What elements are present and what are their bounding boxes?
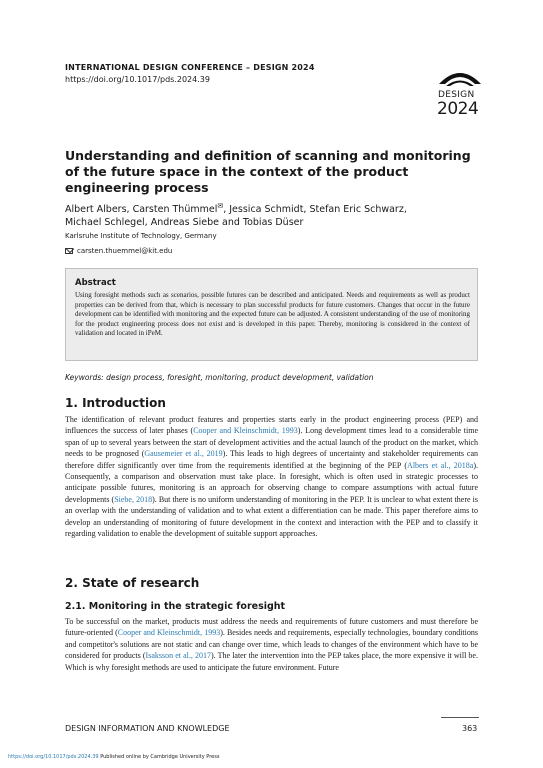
keywords: Keywords: design process, foresight, monitoring, product development, validation	[65, 373, 374, 382]
text-run: The identification of relevant product features and properties starts early in the product engineering process (PEP) and influences the success of later phases (	[65, 415, 478, 436]
text-run: ). But there is no uniform understanding of monitoring in the PEP. It is unclear to what extent there is an overlap with the understanding of validation and to what extent a differentiation can be made. This paper therefore aims to develop an understanding of monitoring of future development in the context and interaction with the PEP and to classify it regarding validation to enable the development of suitable support approaches.	[65, 494, 478, 539]
text-run: ). This leads to high degrees of uncertainty and stakeholder requirements can therefore differ significantly over time from the requirements identified at the beginning of the PEP (	[65, 449, 478, 470]
footer-journal: DESIGN INFORMATION AND KNOWLEDGE	[65, 724, 230, 733]
conference-name: INTERNATIONAL DESIGN CONFERENCE – DESIGN 2024	[65, 63, 315, 72]
page-number: 363	[462, 724, 478, 733]
logo-year: 2024	[437, 99, 479, 119]
publication-note	[8, 754, 219, 760]
citation-link[interactable]: Cooper and Kleinschmidt, 1993	[193, 426, 298, 436]
doi-link[interactable]: https://doi.org/10.1017/pds.2024.39	[65, 75, 210, 84]
authors-line-1: Albert Albers, Carsten Thümmel	[65, 204, 218, 216]
text-run: ). Long development times lead to a considerable time span of up to several years between the start of development activities and the actual launch of the product on the market, which needs to be prognosed (	[65, 426, 478, 459]
authors-line-1-rest: , Jessica Schmidt, Stefan Eric Schwarz,	[223, 204, 407, 216]
published-text: Published online by Cambridge University Press	[98, 754, 220, 760]
email-address[interactable]: carsten.thuemmel@kit.edu	[77, 247, 173, 255]
email-line	[65, 247, 172, 255]
citation-link[interactable]: Albers et al., 2018a	[407, 460, 474, 470]
section-heading-state-of-research: 2. State of research	[65, 576, 200, 590]
text-run: To be successful on the market, products must address the needs and requirements of future customers and must therefore be future-oriented (	[65, 617, 478, 638]
state-of-research-paragraph	[65, 616, 478, 673]
footer-rule	[441, 717, 479, 718]
design-logo-arc-icon	[437, 64, 483, 88]
text-run: ). Consequently, a comparison and observation must take place. In foresight, which is often used in strategic processes to anticipate possible futures, monitoring is an approach for observing change to compare assumptions with actual future developments (	[65, 460, 478, 504]
author-list	[65, 200, 465, 229]
logo-word: DESIGN	[438, 90, 475, 100]
introduction-paragraph	[65, 414, 478, 539]
authors-line-2: Michael Schlegel, Andreas Siebe and Tobias Düser	[65, 217, 304, 229]
abstract-heading: Abstract	[75, 278, 116, 288]
envelope-icon	[65, 248, 73, 254]
paper-title: Understanding and definition of scanning and monitoring of the future space in the context of the product engineering process	[65, 148, 471, 195]
subsection-heading-monitoring: 2.1. Monitoring in the strategic foresight	[65, 601, 286, 612]
text-run: ). Besides needs and requirements, especially technologies, boundary conditions and competitor's solutions are not static and can change over time, which leads to changes of the environment which have to be considered for products (	[65, 628, 478, 661]
affiliation: Karlsruhe Institute of Technology, Germany	[65, 232, 217, 240]
citation-link[interactable]: Siebe, 2018	[114, 494, 153, 504]
citation-link[interactable]: Cooper and Kleinschmidt, 1993	[117, 628, 221, 638]
citation-link[interactable]: Gausemeier et al., 2019	[144, 449, 223, 459]
section-heading-introduction: 1. Introduction	[65, 396, 166, 410]
corresponding-author-envelope-icon: ✉	[217, 202, 224, 210]
abstract-text: Using foresight methods such as scenarios, possible futures can be described and anticipated. Needs and requirements as well as product properties can be derived from that, which is necessary to plan successful products for future customers. Changes that occur in the future development can be identified with monitoring and the expected future can be adjusted. A consistent understanding of the use of monitoring for the product engineering process does not exist and is developed in this paper. Thereby, monitoring is considered in the context of validation and located in iPeM.	[75, 291, 470, 338]
footer-doi-link[interactable]: https://doi.org/10.1017/pds.2024.39	[8, 754, 99, 760]
citation-link[interactable]: Isaksson et al., 2017	[145, 651, 211, 661]
text-run: ). The later the intervention into the PEP takes place, the more expensive it will be. Which is why foresight methods are used to anticipate the future environment. Future	[65, 651, 478, 672]
